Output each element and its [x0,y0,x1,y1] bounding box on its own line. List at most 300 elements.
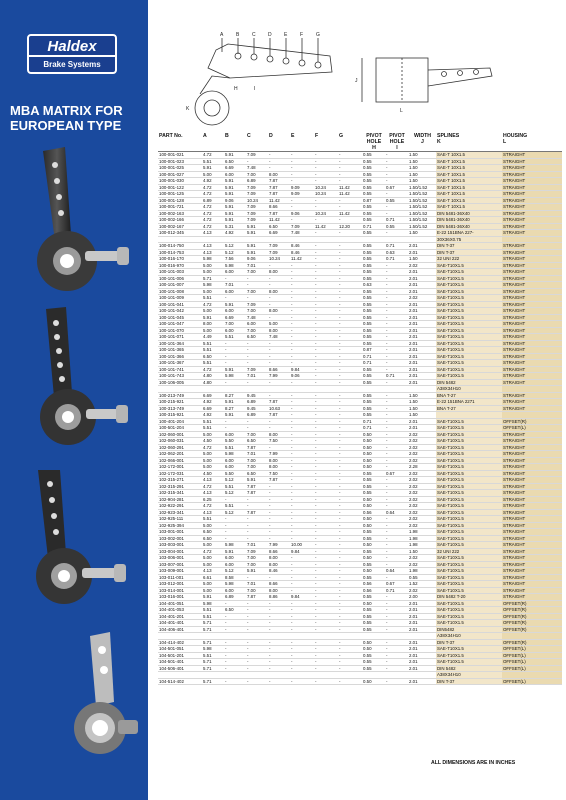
table-cell: - [385,405,408,412]
table-cell: 5.98 [202,256,224,263]
table-cell: - [385,158,408,165]
table-cell: - [385,626,408,633]
table-cell: 0.67 [385,470,408,477]
table-cell: 1.50 [408,392,436,399]
table-cell: 5.91 [224,548,246,555]
table-cell: - [268,483,290,490]
table-cell: 0.55 [362,210,385,217]
table-cell: 9.84 [290,548,314,555]
table-cell: 0.55 [362,256,385,263]
table-cell: - [385,295,408,302]
table-cell: STRAIGHT [502,347,562,354]
table-cell: 4.72 [202,301,224,308]
table-cell: - [290,282,314,289]
table-cell: STRAIGHT [502,256,562,263]
table-cell: - [338,483,362,490]
table-cell: - [314,620,338,627]
table-cell: - [290,483,314,490]
table-cell: STRAIGHT [502,548,562,555]
table-cell: 0.63 [385,249,408,256]
table-cell: 100-001-030 [158,178,202,185]
table-cell: - [268,152,290,159]
table-cell: SAE-T10X1.5 [436,535,502,542]
table-cell: 6.50 [202,353,224,360]
table-cell: - [290,379,314,386]
table-cell: 8.00 [268,555,290,562]
table-cell: 6.00 [224,288,246,295]
table-cell: - [314,477,338,484]
table-cell: - [314,451,338,458]
table-cell: 4.72 [202,223,224,230]
dim-label-l: L [400,108,403,114]
table-cell: - [290,165,314,172]
table-cell: 5.51 [202,360,224,367]
table-cell: 1.50 [408,171,436,178]
table-cell: - [385,620,408,627]
table-cell: 100-001-023 [158,158,202,165]
table-cell: - [268,353,290,360]
table-cell: - [338,678,362,685]
table-cell: 100-101-009 [158,295,202,302]
table-cell: 7.01 [246,451,268,458]
table-cell: - [314,470,338,477]
column-header [338,133,362,152]
table-cell: 6.00 [246,321,268,328]
table-cell: STRAIGHT [502,503,562,510]
table-cell: - [268,418,290,425]
table-cell: - [246,418,268,425]
table-cell: 9.06 [290,210,314,217]
table-cell: STRAIGHT [502,555,562,562]
table-cell: - [290,204,314,211]
table-cell: - [290,327,314,334]
table-cell: 2.01 [408,379,436,386]
table-cell: - [338,568,362,575]
table-cell: - [338,399,362,406]
table-cell: - [314,327,338,334]
table-cell: 9.84 [290,594,314,601]
dim-label-i: I [254,86,256,92]
table-cell: 1.50/1.52 [408,210,436,217]
table-cell: - [314,366,338,373]
column-header-text: PART No. [159,133,183,139]
table-cell: - [385,496,408,503]
table-header [158,133,562,152]
table-cell: 5.98 [202,600,224,607]
table-cell: 6.00 [224,269,246,276]
table-cell: 6.69 [202,392,224,399]
table-cell: - [314,165,338,172]
table-cell: 100-101-743 [158,373,202,380]
table-cell: - [290,152,314,159]
table-cell: 8.66 [268,204,290,211]
table-cell: STRAIGHT [502,509,562,516]
table-cell: 2.01 [408,243,436,250]
table-cell: - [268,600,290,607]
table-cell: - [338,594,362,601]
table-cell: 2.28 [408,464,436,471]
table-cell: - [385,262,408,269]
table-cell: 6.50 [268,223,290,230]
table-cell: - [268,275,290,282]
table-cell: 1.98 [408,529,436,536]
table-cell: - [314,217,338,224]
table-cell: - [385,366,408,373]
table-cell: DIN 5482 T-20 [436,594,502,601]
table-cell: - [268,347,290,354]
table-cell: - [338,535,362,542]
table-cell: 0.55 [362,665,385,672]
table-cell: 0.87 [362,197,385,204]
column-header [385,133,408,152]
table-cell: 5.91 [246,243,268,250]
table-cell: - [290,470,314,477]
table-cell: - [385,555,408,562]
table-cell: 2.02 [408,470,436,477]
table-cell: - [338,347,362,354]
table-cell: 4.72 [202,503,224,510]
table-cell: 0.55 [362,626,385,633]
table-cell: 5.51 [202,295,224,302]
table-cell: SAE-T10X1.5 [436,581,502,588]
table-cell: 4.80 [202,379,224,386]
table-cell: - [385,483,408,490]
table-cell: - [314,379,338,386]
table-cell: - [246,529,268,536]
table-cell: 4.72 [202,210,224,217]
table-cell: 0.55 [362,373,385,380]
table-cell: 8.00 [202,321,224,328]
table-cell: 0.50 [362,451,385,458]
column-header-text: A [203,133,207,139]
dim-label-h: H [234,86,238,92]
table-cell: DIN5482 [436,626,502,633]
table-cell: - [314,581,338,588]
table-cell: - [268,620,290,627]
table-cell: 0.55 [362,561,385,568]
column-header-text: G [339,133,344,139]
column-header [290,133,314,152]
table-cell: - [224,600,246,607]
table-cell: - [338,243,362,250]
column-header [246,133,268,152]
table-cell: - [314,373,338,380]
table-cell: 5.51 [202,425,224,432]
table-cell: SAE-T10X1.5 [436,522,502,529]
table-cell: 11.42 [338,191,362,198]
table-cell: - [314,659,338,666]
table-cell: SAE-T10X1.5 [436,425,502,432]
table-cell: - [385,438,408,445]
table-cell: 2.01 [408,301,436,308]
table-cell: 5.51 [202,652,224,659]
table-cell: SAE-T10X1.5 [436,587,502,594]
table-cell: 9.06 [224,197,246,204]
table-cell: 5.91 [246,230,268,237]
table-cell: - [314,665,338,672]
table-cell: 7.09 [246,217,268,224]
table-cell: - [385,516,408,523]
table-cell: 0.71 [385,256,408,263]
table-cell: 5.12 [224,509,246,516]
table-cell: 2.01 [408,249,436,256]
table-cell: - [338,522,362,529]
table-cell: - [224,360,246,367]
table-cell: - [224,379,246,386]
column-header [314,133,338,152]
table-cell: 32 UNI 222 [436,548,502,555]
table-cell: 100-001-025 [158,165,202,172]
table-cell: 5.00 [202,457,224,464]
table-cell: - [268,659,290,666]
table-cell: 2.02 [408,490,436,497]
table-cell: - [314,652,338,659]
table-cell: - [290,665,314,672]
table-cell: - [338,321,362,328]
table-cell: 2.01 [408,418,436,425]
table-cell: 0.55 [362,613,385,620]
table-cell: 6.00 [224,464,246,471]
table-cell: 6.89 [246,399,268,406]
table-cell: - [385,321,408,328]
column-header [224,133,246,152]
table-cell: - [224,522,246,529]
table-cell: 104-401-051 [158,600,202,607]
table-cell: 100-014-753 [158,249,202,256]
table-cell: - [224,626,246,633]
table-cell: SAE-T 10X1.5 [436,184,502,191]
table-cell: 102-925-394 [158,522,202,529]
table-cell: 100-101-367 [158,360,202,367]
table-cell: SAE-T10X1.5 [436,301,502,308]
table-cell: - [314,295,338,302]
table-cell: - [246,665,268,672]
table-cell: 5.00 [202,464,224,471]
table-cell: - [314,269,338,276]
table-cell: SAE-T10X1.5 [436,418,502,425]
table-cell: 5.51 [224,503,246,510]
table-cell: 1.50 [408,548,436,555]
table-cell: 100-014-750 [158,243,202,250]
table-cell: - [385,308,408,315]
table-cell: - [385,613,408,620]
table-cell: - [338,158,362,165]
table-cell: - [268,503,290,510]
table-cell: - [338,171,362,178]
table-cell: 0.50 [362,542,385,549]
table-cell: - [338,152,362,159]
table-cell: SAE-T10X1.5 [436,275,502,282]
table-cell: STRAIGHT [502,392,562,399]
table-cell: 2.02 [408,509,436,516]
table-cell: - [385,522,408,529]
table-cell: - [385,678,408,685]
table-cell: - [314,613,338,620]
table-cell: 0.55 [362,620,385,627]
table-cell: 100-002-167 [158,223,202,230]
table-cell: - [338,620,362,627]
table-cell: 2.02 [408,444,436,451]
table-cell: 4.72 [202,204,224,211]
table-cell: 5.91 [202,314,224,321]
table-cell: - [314,587,338,594]
table-cell: 4.13 [202,230,224,237]
table-cell: 100-101-045 [158,314,202,321]
table-cell: STRAIGHT [502,542,562,549]
table-cell: 102-925-111 [158,516,202,523]
table-cell: 2.01 [408,613,436,620]
column-header [268,133,290,152]
table-cell: BNA T-27 [436,392,502,399]
table-cell: 5.91 [224,152,246,159]
table-cell: - [246,522,268,529]
table-cell: 0.55 [362,659,385,666]
table-cell: - [290,509,314,516]
table-cell: 4.72 [202,483,224,490]
table-cell: - [290,321,314,328]
table-cell: - [338,659,362,666]
table-cell: 102-062-201 [158,451,202,458]
table-cell: 7.01 [246,542,268,549]
table-cell: 2.02 [408,457,436,464]
table-cell: - [314,483,338,490]
table-cell: 5.91 [246,568,268,575]
table-cell: 100-101-047 [158,321,202,328]
table-cell: 0.55 [362,269,385,276]
table-cell: OFFSET(R) [502,607,562,614]
table-cell: - [314,178,338,185]
table-cell: 1.50 [408,405,436,412]
table-cell: - [314,353,338,360]
table-cell: STRAIGHT [502,360,562,367]
table-cell: - [314,152,338,159]
table-cell: 7.00 [246,171,268,178]
table-cell: - [314,405,338,412]
table-cell: - [224,529,246,536]
table-cell: - [385,542,408,549]
table-cell: - [385,659,408,666]
table-cell: - [385,334,408,341]
table-cell: 7.87 [268,178,290,185]
table-cell: STRAIGHT [502,204,562,211]
table-cell: OFFSET(L) [502,425,562,432]
table-cell: - [338,613,362,620]
table-cell: - [314,542,338,549]
matrix-table-wrap [158,133,562,685]
table-cell: 2.01 [408,373,436,380]
table-cell: - [290,516,314,523]
table-cell: 102-315-271 [158,477,202,484]
table-cell: - [290,607,314,614]
table-cell: - [224,275,246,282]
table-cell: - [268,158,290,165]
table-cell: 0.50 [362,568,385,575]
table-cell: SAE-T10X1.5 [436,470,502,477]
table-cell: 5.00 [202,327,224,334]
column-header-text: WIDTH [414,133,431,139]
table-cell: - [314,516,338,523]
table-cell: - [314,529,338,536]
table-cell: 7.50 [268,438,290,445]
table-cell: SAE-T10X1.5 [436,516,502,523]
table-cell: SAE-T10X1.5 [436,574,502,581]
table-cell: SAE-T10X1.5 [436,340,502,347]
table-cell: 6.00 [224,431,246,438]
table-cell: SAE-T10X1.5 [436,646,502,653]
table-cell: 1.52 [408,581,436,588]
table-cell: 6.69 [268,230,290,237]
table-cell: STRAIGHT [502,288,562,295]
table-row [158,678,562,685]
table-cell: - [268,165,290,172]
table-cell: 5.00 [202,587,224,594]
table-cell: - [224,418,246,425]
table-cell: STRAIGHT [502,529,562,536]
table-cell: - [385,503,408,510]
table-cell: 4.13 [202,243,224,250]
table-cell: OFFSET(L) [502,652,562,659]
table-cell: 2.02 [408,561,436,568]
table-cell: 0.55 [362,535,385,542]
table-cell: - [246,646,268,653]
table-cell: STRAIGHT [502,366,562,373]
table-cell: - [290,301,314,308]
table-cell: OFFSET(L) [502,665,562,672]
table-cell: - [338,600,362,607]
table-cell: 7.09 [246,548,268,555]
table-cell: - [338,373,362,380]
table-cell: 5.31 [224,223,246,230]
table-cell: - [338,503,362,510]
column-header-text: SPLINES [437,133,460,139]
table-cell: DIN 5481-36X40 [436,223,502,230]
table-cell: SAE-T10X1.5 [436,295,502,302]
table-cell: 7.09 [246,301,268,308]
table-cell: 0.71 [362,360,385,367]
table-cell: - [268,626,290,633]
table-cell: 1.98 [408,535,436,542]
table-cell: - [224,620,246,627]
table-cell: 1.50 [408,158,436,165]
table-cell: 1.50/1.52 [408,217,436,224]
table-cell: - [268,522,290,529]
table-cell: - [314,457,338,464]
table-cell: 100-001-128 [158,197,202,204]
table-cell: 1.50/1.52 [408,223,436,230]
table-cell: - [314,256,338,263]
table-cell: - [314,288,338,295]
table-cell: 104-401-053 [158,607,202,614]
table-cell: 0.56 [362,581,385,588]
slack-adjuster-photo-3 [22,468,142,618]
table-cell: 6.50 [202,529,224,536]
table-cell: 100-313-749 [158,405,202,412]
table-cell: 104-501-401 [158,659,202,666]
table-cell: 100-012-345 [158,230,202,237]
table-cell: 5.91 [224,210,246,217]
table-cell: 100-401-204 [158,418,202,425]
table-cell: - [268,665,290,672]
table-cell: 103-004-001 [158,548,202,555]
table-cell: 7.87 [246,509,268,516]
table-cell: - [246,607,268,614]
table-cell: 5.12 [224,477,246,484]
table-cell: 0.55 [362,321,385,328]
table-cell: SAE-T10X1.5 [436,308,502,315]
table-cell: - [290,522,314,529]
table-cell: 2.01 [408,646,436,653]
table-cell: - [385,490,408,497]
